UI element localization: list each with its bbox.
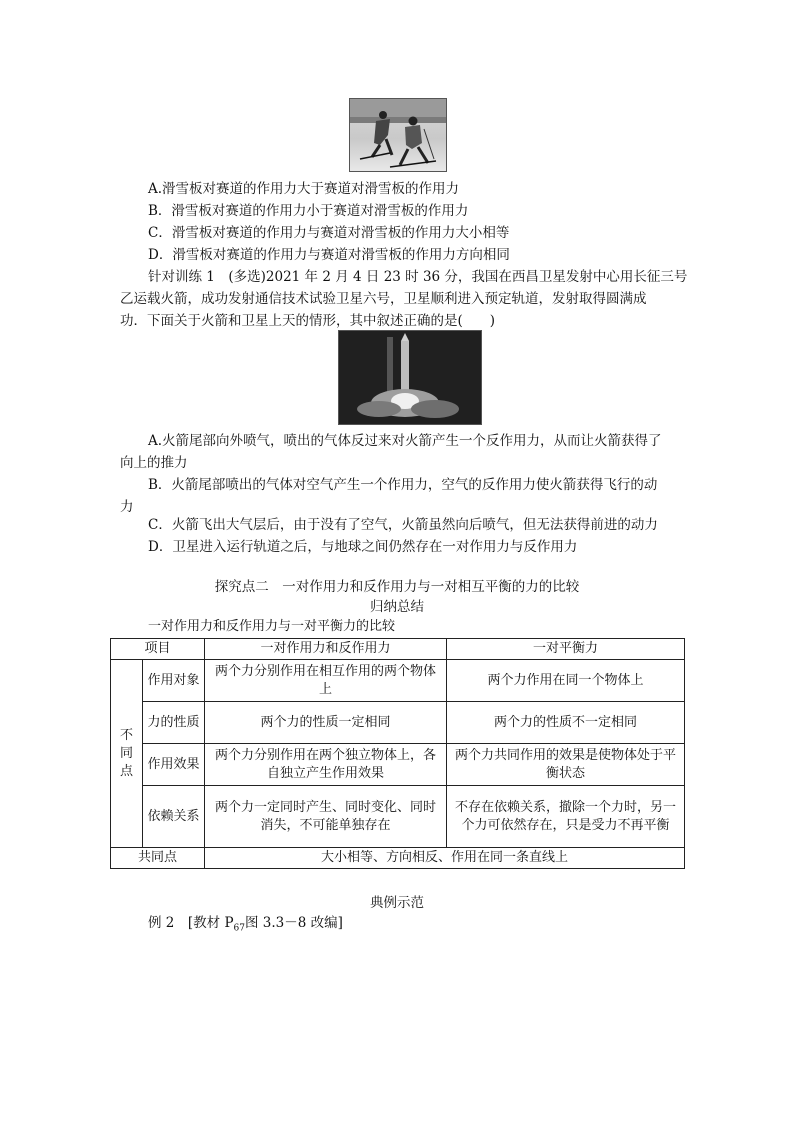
example-heading: 典例示范: [370, 895, 424, 911]
ski-option-c: C．滑雪板对赛道的作用力与赛道对滑雪板的作用力大小相等: [148, 225, 510, 241]
rocket-option-b-line-2: 力: [120, 499, 134, 515]
rocket-option-b-line-1: B．火箭尾部喷出的气体对空气产生一个作用力，空气的反作用力使火箭获得飞行的动: [148, 477, 658, 493]
section-title: 探究点二 一对作用力和反作用力与一对相互平衡的力的比较: [214, 579, 580, 595]
row-item: 作用对象: [143, 660, 205, 702]
table-row: [111, 744, 685, 786]
row-balance-value: 两个力作用在同一个物体上: [447, 660, 685, 702]
table-caption: 一对作用力和反作用力与一对平衡力的比较: [148, 619, 396, 634]
header-balance: 一对平衡力: [447, 639, 685, 660]
table-row: [111, 786, 685, 848]
ski-option-b: B．滑雪板对赛道的作用力小于赛道对滑雪板的作用力: [148, 203, 469, 219]
row-balance-value: 不存在依赖关系，撤除一个力时，另一个力可依然存在，只是受力不再平衡: [447, 786, 685, 848]
rocket-option-a-line-1: A.火箭尾部向外喷气，喷出的气体反过来对火箭产生一个反作用力，从而让火箭获得了: [148, 433, 662, 449]
example-label-text: 例 2 [教材 P: [148, 915, 234, 931]
row-pair-value: 两个力的性质一定相同: [205, 702, 447, 744]
ski-option-d: D．滑雪板对赛道的作用力与赛道对滑雪板的作用力方向相同: [148, 247, 510, 263]
table-row: [111, 660, 685, 702]
header-pair: 一对作用力和反作用力: [205, 639, 447, 660]
table-header-row: [111, 639, 685, 660]
row-item: 作用效果: [143, 744, 205, 786]
header-item: 项目: [111, 639, 205, 660]
training-question-line-2: 乙运载火箭，成功发射通信技术试验卫星六号，卫星顺利进入预定轨道，发射取得圆满成: [120, 291, 647, 307]
row-balance-value: 两个力的性质不一定相同: [447, 702, 685, 744]
row-balance-value: 两个力共同作用的效果是使物体处于平衡状态: [447, 744, 685, 786]
rocket-launch-photo: [338, 330, 482, 425]
rocket-option-d: D．卫星进入运行轨道之后，与地球之间仍然存在一对作用力与反作用力: [148, 539, 578, 555]
row-item: 依赖关系: [143, 786, 205, 848]
row-pair-value: 两个力一定同时产生、同时变化、同时消失，不可能单独存在: [205, 786, 447, 848]
skier-figures-icon: [350, 99, 446, 171]
example-page-number: 67: [233, 923, 245, 934]
training-question-line-1: 针对训练 1 (多选)2021 年 2 月 4 日 23 时 36 分，我国在西昌卫星发射中心用长征三号: [148, 269, 688, 285]
example-label: [148, 914, 343, 938]
rocket-option-a-line-2: 向上的推力: [120, 455, 188, 471]
rocket-option-c: C．火箭飞出大气层后，由于没有了空气，火箭虽然向后喷气，但无法获得前进的动力: [148, 517, 658, 533]
example-label-rest: 图 3.3－8 改编]: [244, 915, 343, 931]
group-label-differences: 不同点: [111, 660, 143, 848]
skiing-photo: [349, 98, 447, 172]
row-pair-value: 两个力分别作用在两个独立物体上，各自独立产生作用效果: [205, 744, 447, 786]
table-row: [111, 702, 685, 744]
row-pair-value: 两个力分别作用在相互作用的两个物体上: [205, 660, 447, 702]
rocket-icon: [339, 331, 481, 424]
ski-option-a: A.滑雪板对赛道的作用力大于赛道对滑雪板的作用力: [148, 181, 460, 197]
row-item: 力的性质: [143, 702, 205, 744]
comparison-table: [110, 638, 685, 869]
table-common-row: [111, 848, 685, 869]
section-subtitle: 归纳总结: [370, 599, 424, 615]
training-question-line-3: 功．下面关于火箭和卫星上天的情形，其中叙述正确的是( ): [120, 313, 496, 329]
common-value: 大小相等、方向相反、作用在同一条直线上: [205, 848, 685, 869]
common-label: 共同点: [111, 848, 205, 869]
